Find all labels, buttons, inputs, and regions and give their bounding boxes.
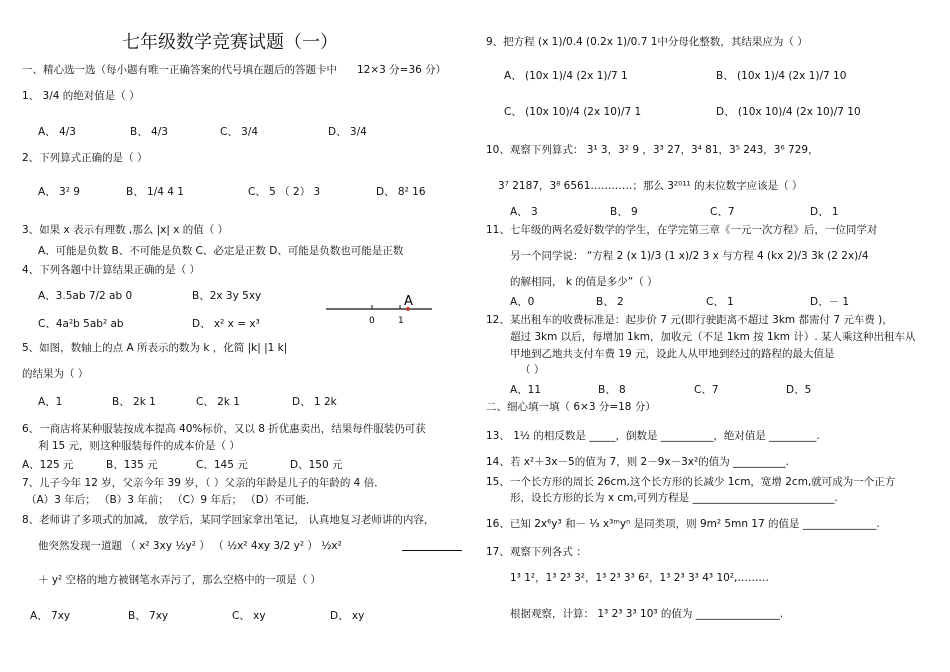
q8-option-c: C、 xy: [232, 610, 266, 622]
q10-line2: 3⁷ 2187，3⁸ 6561…………；那么 3²⁰¹¹ 的末位数字应该是（ ）: [498, 180, 803, 192]
q6-option-b: B、135 元: [106, 459, 158, 471]
q5-option-a: A、1: [38, 396, 63, 408]
q8-option-d: D、 xy: [330, 610, 365, 622]
q11-option-b: B、 2: [596, 296, 624, 308]
q11-line1: 11、七年级的两名爱好数学的学生，在学完第三章《一元一次方程》后，一位同学对: [486, 224, 878, 236]
q8-line3: ＋ y² 空格的地方被钢笔水弄污了，那么空格中的一项是（ ）: [38, 574, 321, 586]
q12-option-c: C、7: [694, 384, 719, 396]
q1-option-b: B、 4/3: [130, 126, 168, 138]
q2-option-b: B、 1/4 4 1: [126, 186, 184, 198]
q8-option-b: B、 7xy: [128, 610, 169, 622]
q10-option-b: B、 9: [610, 206, 638, 218]
q4-option-b: B、2x 3y 5xy: [192, 290, 262, 302]
q1-stem: 1、 3/4 的绝对值是（ ）: [22, 90, 140, 102]
q5-option-c: C、 2k 1: [196, 396, 240, 408]
q12-line2: 超过 3km 以后，每增加 1km，加收元（不足 1km 按 1km 计）. 某人乘这种出租车从: [510, 331, 916, 343]
point-a-label: A: [404, 294, 413, 309]
q1-option-a: A、 4/3: [38, 126, 76, 138]
q16: 16、已知 2x⁶y³ 和－ ⅓ x³ᵐyⁿ 是同类项，则 9m² 5mn 17 的值是 ______________.: [486, 518, 880, 530]
q3-stem: 3、如果 x 表示有理数 ,那么 |x| x 的值（ ）: [22, 224, 229, 236]
q5-stem: 5、如图，数轴上的点 A 所表示的数为 k ，化简 |k| |1 k|: [22, 342, 288, 354]
q6-line1: 6、一商店将某种服装按成本提高 40%标价，又以 8 折优惠卖出，结果每件服装仍可获: [22, 423, 426, 435]
section1-header: 一、精心选一选（每小题有唯一正确答案的代号填在题后的答题卡中: [22, 64, 337, 76]
q12-option-a: A、11: [510, 384, 542, 396]
q9-option-b: B、 (10x 1)/4 (2x 1)/7 10: [716, 70, 847, 82]
section1-score: 12×3 分=36 分）: [357, 64, 447, 76]
q11-option-c: C、 1: [706, 296, 734, 308]
q4-option-c: C、4a²b 5ab² ab: [38, 318, 124, 330]
q7-line1: 7、儿子今年 12 岁，父亲今年 39 岁，（ ）父亲的年龄是儿子的年龄的 4 倍．: [22, 477, 385, 489]
q5-option-b: B、 2k 1: [112, 396, 156, 408]
q6-option-d: D、150 元: [290, 459, 343, 471]
q10-option-d: D、 1: [810, 206, 839, 218]
q11-line3: 的解相同， k 的值是多少”（ ）: [510, 276, 658, 288]
q12-line1: 12、某出租车的收费标准是：起步价 7 元(即行驶距离不超过 3km 都需付 7 元车费 )，: [486, 314, 893, 326]
q1-option-c: C、 3/4: [220, 126, 259, 138]
q10-option-c: C、7: [710, 206, 735, 218]
q14: 14、若 x²＋3x－5的值为 7，则 2－9x－3x²的值为 __________.: [486, 456, 789, 468]
q6-line2: 利 15 元，则这种服装每件的成本价是（ ）: [38, 440, 240, 452]
q8-option-a: A、 7xy: [30, 610, 71, 622]
q17-stem: 17、观察下列各式 ：: [486, 546, 587, 558]
section2-header: 二、细心填一填（ 6×3 分=18 分）: [486, 401, 656, 413]
q8-blank[interactable]: [402, 550, 462, 551]
q10-option-a: A、 3: [510, 206, 538, 218]
q7-options: （A）3 年后； （B）3 年前； （C）9 年后； （D）不可能．: [26, 494, 317, 506]
q4-option-d: D、 x² x = x³: [192, 318, 260, 330]
q9-option-c: C、 (10x 10)/4 (2x 10)/7 1: [504, 106, 642, 118]
q2-stem: 2、下列算式正确的是（ ）: [22, 152, 148, 164]
q10-line1: 10、观察下列算式： 3¹ 3，3² 9 ，3³ 27，3⁴ 81，3⁵ 243，3⁶ 729，: [486, 144, 819, 156]
q12-line4: （ ）: [520, 364, 545, 376]
q2-option-d: D、 8² 16: [376, 186, 426, 198]
q17-series: 1³ 1²，1³ 2³ 3²，1³ 2³ 3³ 6²，1³ 2³ 3³ 4³ 10²,………: [510, 572, 769, 584]
tick-zero-label: 0: [369, 316, 375, 326]
q9-option-d: D、 (10x 10)/4 (2x 10)/7 10: [716, 106, 861, 118]
q12-line3: 甲地到乙地共支付车费 19 元，设此人从甲地到经过的路程的最大值是: [510, 348, 835, 360]
q17-calc: 根据观察，计算： 1³ 2³ 3³ 10³ 的值为 ________________.: [510, 608, 784, 620]
q3-options: A、可能是负数 B、不可能是负数 C、必定是正数 D、可能是负数也可能是正数: [38, 245, 404, 257]
q5-cont: 的结果为（ ）: [22, 368, 89, 380]
q5-option-d: D、 1 2k: [292, 396, 337, 408]
q12-option-d: D、5: [786, 384, 812, 396]
q9-option-a: A、 (10x 1)/4 (2x 1)/7 1: [504, 70, 628, 82]
q6-option-a: A、125 元: [22, 459, 74, 471]
number-line-figure: [322, 292, 438, 328]
q8-line1: 8、老师讲了多项式的加减， 放学后，某同学回家拿出笔记， 认真地复习老师讲的内容，: [22, 514, 435, 526]
q11-option-d: D、－ 1: [810, 296, 850, 308]
q6-option-c: C、145 元: [196, 459, 248, 471]
q12-option-b: B、 8: [598, 384, 626, 396]
q13: 13、 1½ 的相反数是 _____，倒数是 __________，绝对值是 _________.: [486, 430, 820, 442]
page-title: 七年级数学竞赛试题（一）: [122, 32, 338, 53]
q9-stem: 9、把方程 (x 1)/0.4 (0.2x 1)/0.7 1中分母化整数，其结果应为（ ）: [486, 36, 808, 48]
q2-option-c: C、 5 （ 2） 3: [248, 186, 321, 198]
q4-option-a: A、3.5ab 7/2 ab 0: [38, 290, 133, 302]
q4-stem: 4、下列各题中计算结果正确的是（ ）: [22, 264, 201, 276]
q2-option-a: A、 3² 9: [38, 186, 80, 198]
q15-line2: 形，设长方形的长为 x cm,可列方程是 ___________________________.: [510, 492, 838, 504]
q1-option-d: D、 3/4: [328, 126, 367, 138]
q8-line2: 他突然发现一道题 （ x² 3xy ½y² ） （ ½x² 4xy 3/2 y² ） ½x²: [38, 540, 342, 552]
q11-line2: 另一个同学说： “方程 2 (x 1)/3 (1 x)/2 3 x 与方程 4 (kx 2)/3 3k (2 2x)/4: [510, 250, 869, 262]
tick-one-label: 1: [398, 316, 404, 326]
q11-option-a: A、0: [510, 296, 535, 308]
q15-line1: 15、一个长方形的周长 26cm,这个长方形的长减少 1cm，宽增 2cm,就可成为一个正方: [486, 476, 896, 488]
